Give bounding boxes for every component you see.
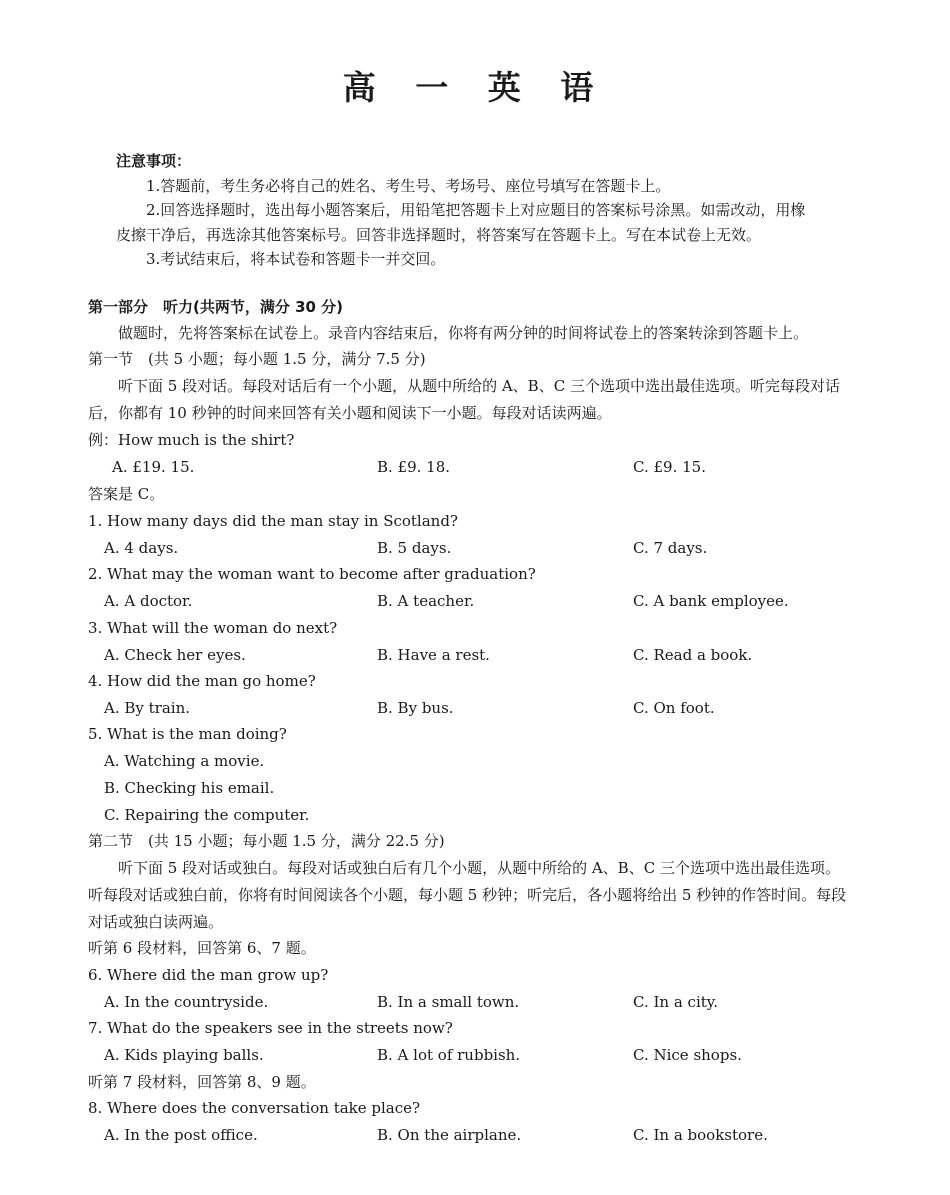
question-6: 6. Where did the man grow up? <box>88 966 329 984</box>
material-7-note: 听第 7 段材料，回答第 8、9 题。 <box>88 1073 316 1091</box>
q1-option-a: A. 4 days. <box>104 539 179 557</box>
section1-instructions-1: 听下面 5 段对话。每段对话后有一个小题，从题中所给的 A、B、C 三个选项中选出最佳选项。听完每段对话 <box>118 377 840 395</box>
question-5: 5. What is the man doing? <box>88 725 287 743</box>
q1-option-c: C. 7 days. <box>633 539 708 557</box>
q3-option-c: C. Read a book. <box>633 646 753 664</box>
question-8: 8. Where does the conversation take place? <box>88 1099 421 1117</box>
part1-intro: 做题时，先将答案标在试卷上。录音内容结束后，你将有两分钟的时间将试卷上的答案转涂到答题卡上。 <box>118 324 809 342</box>
q3-option-a: A. Check her eyes. <box>104 646 246 664</box>
q4-option-a: A. By train. <box>104 699 191 717</box>
q8-option-c: C. In a bookstore. <box>633 1126 768 1144</box>
q6-option-c: C. In a city. <box>633 993 719 1011</box>
notice-item-2: 2.回答选择题时，选出每小题答案后，用铅笔把答题卡上对应题目的答案标号涂黑。如需改动，用橡 <box>146 201 806 219</box>
q4-option-b: B. By bus. <box>377 699 454 717</box>
example-question: 例：How much is the shirt? <box>88 431 295 449</box>
q1-option-b: B. 5 days. <box>377 539 452 557</box>
q2-option-c: C. A bank employee. <box>633 592 789 610</box>
q3-option-b: B. Have a rest. <box>377 646 490 664</box>
question-7: 7. What do the speakers see in the streets now? <box>88 1019 453 1037</box>
q4-option-c: C. On foot. <box>633 699 715 717</box>
example-option-c: C. £9. 15. <box>633 458 706 476</box>
page-title: 高 一 英 语 <box>342 68 608 107</box>
q8-option-a: A. In the post office. <box>104 1126 258 1144</box>
section2-instructions-3: 对话或独白读两遍。 <box>88 913 224 931</box>
q5-option-c: C. Repairing the computer. <box>104 806 310 824</box>
section2-heading: 第二节 (共 15 小题；每小题 1.5 分，满分 22.5 分) <box>88 832 445 850</box>
section2-instructions-2: 听每段对话或独白前，你将有时间阅读各个小题，每小题 5 秒钟；听完后，各小题将给出 5 秒钟的作答时间。每段 <box>88 886 847 904</box>
q2-option-a: A. A doctor. <box>104 592 193 610</box>
section1-instructions-2: 后，你都有 10 秒钟的时间来回答有关小题和阅读下一小题。每段对话读两遍。 <box>88 404 612 422</box>
q2-option-b: B. A teacher. <box>377 592 475 610</box>
material-6-note: 听第 6 段材料，回答第 6、7 题。 <box>88 939 316 957</box>
notice-item-1: 1.答题前，考生务必将自己的姓名、考生号、考场号、座位号填写在答题卡上。 <box>146 177 671 195</box>
part1-heading: 第一部分 听力(共两节，满分 30 分) <box>88 298 344 316</box>
question-1: 1. How many days did the man stay in Scotland? <box>88 512 458 530</box>
q8-option-b: B. On the airplane. <box>377 1126 522 1144</box>
q7-option-a: A. Kids playing balls. <box>104 1046 264 1064</box>
q7-option-c: C. Nice shops. <box>633 1046 742 1064</box>
q5-option-a: A. Watching a movie. <box>104 752 265 770</box>
notice-item-3: 3.考试结束后，将本试卷和答题卡一并交回。 <box>146 250 446 268</box>
notice-heading: 注意事项： <box>116 152 192 170</box>
q7-option-b: B. A lot of rubbish. <box>377 1046 521 1064</box>
example-option-a: A. £19. 15. <box>112 458 195 476</box>
question-4: 4. How did the man go home? <box>88 672 316 690</box>
section1-heading: 第一节 (共 5 小题；每小题 1.5 分，满分 7.5 分) <box>88 350 426 368</box>
example-answer: 答案是 C。 <box>88 485 165 503</box>
section2-instructions-1: 听下面 5 段对话或独白。每段对话或独白后有几个小题，从题中所给的 A、B、C 三个选项中选出最佳选项。 <box>118 859 840 877</box>
q6-option-a: A. In the countryside. <box>104 993 269 1011</box>
notice-item-2-cont: 皮擦干净后，再选涂其他答案标号。回答非选择题时，将答案写在答题卡上。写在本试卷上无效。 <box>116 226 762 244</box>
question-3: 3. What will the woman do next? <box>88 619 338 637</box>
example-option-b: B. £9. 18. <box>377 458 451 476</box>
q6-option-b: B. In a small town. <box>377 993 520 1011</box>
q5-option-b: B. Checking his email. <box>104 779 275 797</box>
question-2: 2. What may the woman want to become after graduation? <box>88 565 536 583</box>
